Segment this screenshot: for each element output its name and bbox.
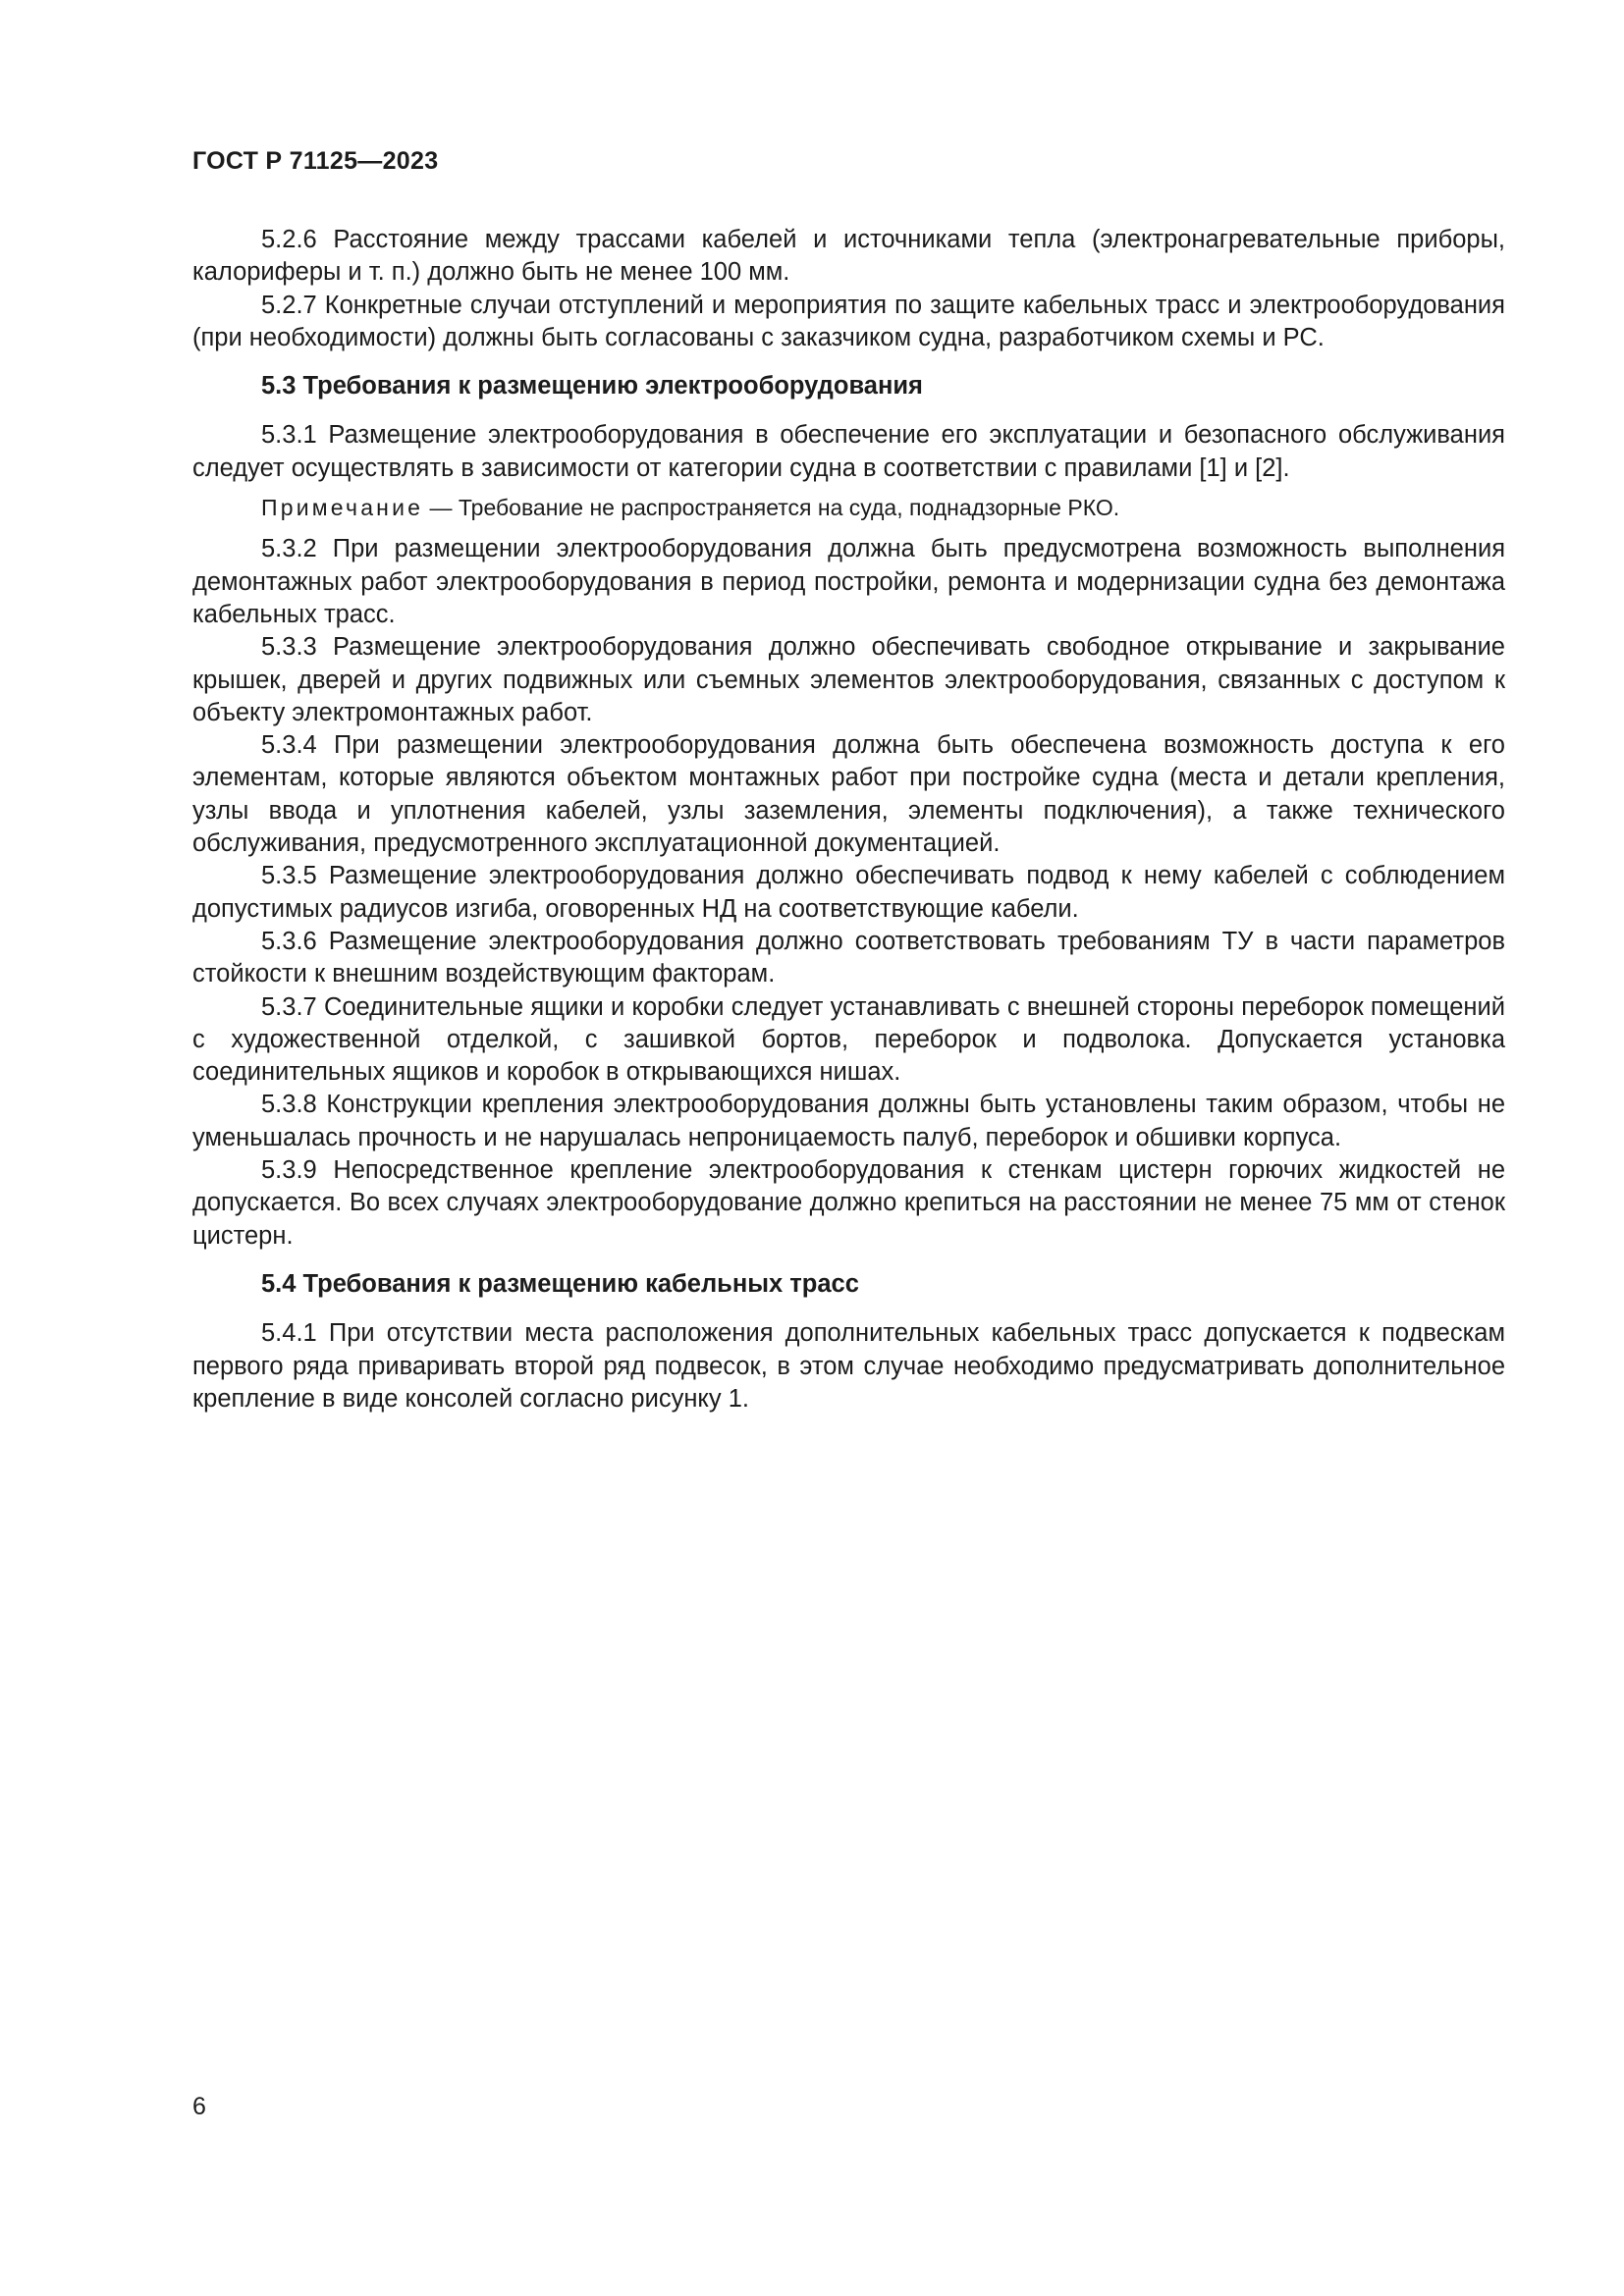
section-heading-5-3: 5.3 Требования к размещению электрооборудования [261,372,923,400]
note-label: Примечание [261,495,424,521]
paragraph-5-2-6: 5.2.6 Расстояние между трассами кабелей и источниками тепла (электронагревательные приборы, калориферы и т. п.) должно быть не менее 100 мм. [192,226,1505,287]
note-text: — Требование не распространяется на суда, поднадзорные РКО. [423,495,1120,521]
paragraph-5-3-9: 5.3.9 Непосредственное крепление электрооборудования к стенкам цистерн горючих жидкостей не допускается. Во всех случаях электрооборудование должно крепиться на расстоянии не менее 75 мм от стенок цистерн. [192,1156,1505,1250]
document-header: ГОСТ Р 71125—2023 [192,147,439,175]
paragraph-5-3-4: 5.3.4 При размещении электрооборудования должна быть обеспечена возможность доступа к его элементам, которые являются объектом монтажных работ при постройке судна (места и детали крепления, узлы ввода и уплотнения кабелей, узлы заземления, элементы подключения), а также технического обслуживания, предусмотренного эксплуатационной документацией. [192,731,1505,858]
paragraph-5-3-3: 5.3.3 Размещение электрооборудования должно обеспечивать свободное открывание и закрывание крышек, дверей и других подвижных или съемных элементов электрооборудования, связанных с доступом к объекту электромонтажных работ. [192,633,1505,726]
paragraph-5-3-5: 5.3.5 Размещение электрооборудования должно обеспечивать подвод к нему кабелей с соблюдением допустимых радиусов изгиба, оговоренных НД на соответствующие кабели. [192,862,1505,923]
section-heading-5-4: 5.4 Требования к размещению кабельных трасс [261,1269,859,1298]
document-body [192,224,1505,1415]
paragraph-5-2-7: 5.2.7 Конкретные случаи отступлений и мероприятия по защите кабельных трасс и электрооборудования (при необходимости) должны быть согласованы с заказчиком судна, разработчиком схемы и РС. [192,291,1505,351]
paragraph-5-3-6: 5.3.6 Размещение электрооборудования должно соответствовать требованиям ТУ в части параметров стойкости к внешним воздействующим факторам. [192,927,1505,988]
paragraph-5-3-7: 5.3.7 Соединительные ящики и коробки следует устанавливать с внешней стороны переборок помещений с художественной отделкой, с зашивкой бортов, переборок и подволока. Допускается установка соединительных ящиков и коробок в открывающихся нишах. [192,992,1505,1087]
paragraph-5-4-1: 5.4.1 При отсутствии места расположения дополнительных кабельных трасс допускается к подвескам первого ряда приваривать второй ряд подвесок, в этом случае необходимо предусматривать дополнительное крепление в виде консолей согласно рисунку 1. [192,1319,1505,1413]
paragraph-5-3-8: 5.3.8 Конструкции крепления электрооборудования должны быть установлены таким образом, чтобы не уменьшалась прочность и не нарушалась непроницаемость палуб, переборок и обшивки корпуса. [192,1091,1505,1151]
note [192,492,1505,524]
paragraph-5-3-2: 5.3.2 При размещении электрооборудования должна быть предусмотрена возможность выполнения демонтажных работ электрооборудования в период постройки, ремонта и модернизации судна без демонтажа кабельных трасс. [192,535,1505,628]
page-number: 6 [192,2093,206,2120]
paragraph-5-3-1: 5.3.1 Размещение электрооборудования в обеспечение его эксплуатации и безопасного обслуживания следует осуществлять в зависимости от категории судна в соответствии с правилами [1] и [2]. [192,421,1505,482]
